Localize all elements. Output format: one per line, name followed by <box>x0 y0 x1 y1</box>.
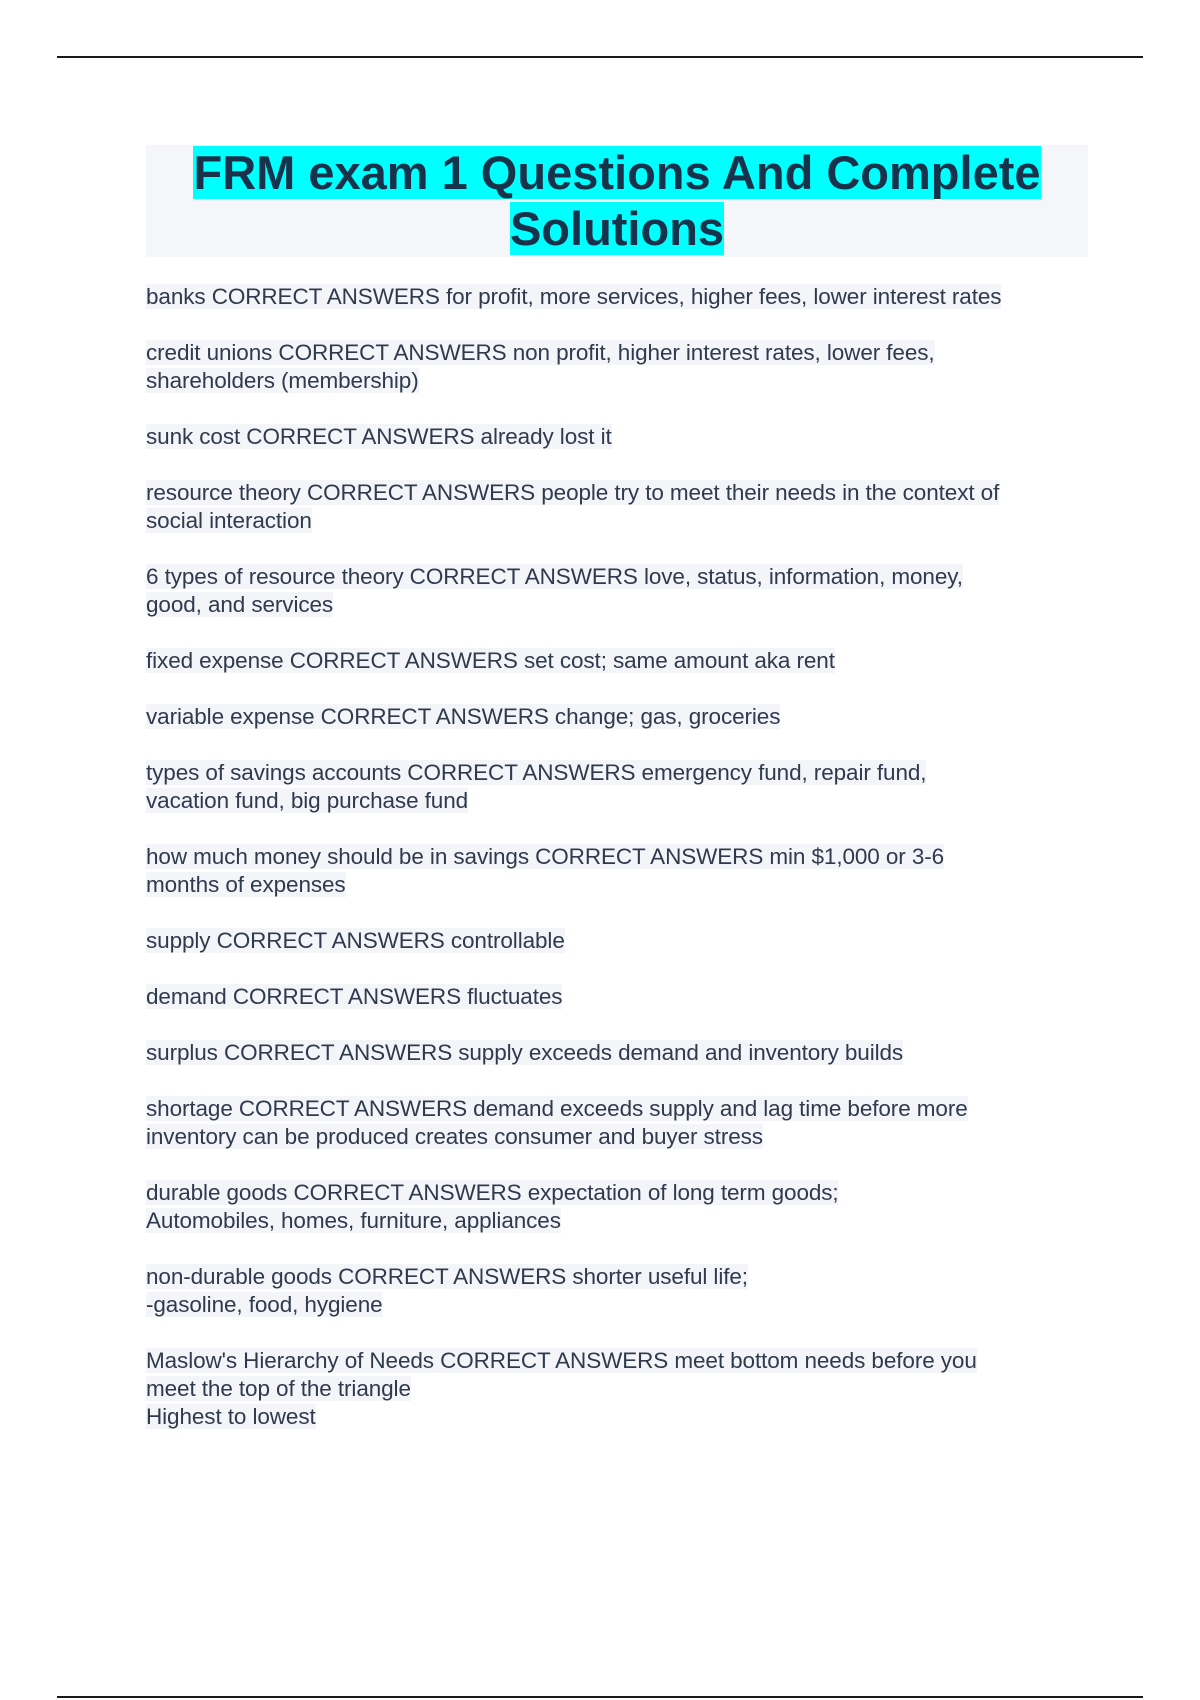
qa-entry-text: vacation fund, big purchase fund <box>146 788 469 813</box>
qa-entry <box>146 339 1096 395</box>
qa-entry-text: shortage CORRECT ANSWERS demand exceeds supply and lag time before more <box>146 1096 968 1121</box>
qa-entry-line <box>146 1207 1096 1235</box>
qa-entry-line <box>146 1095 1096 1123</box>
qa-entry-line <box>146 1403 1096 1431</box>
top-divider <box>57 56 1143 58</box>
qa-entry-line <box>146 703 1096 731</box>
qa-entry-line <box>146 1375 1096 1403</box>
qa-entry-text: supply CORRECT ANSWERS controllable <box>146 928 565 953</box>
document-title: FRM exam 1 Questions And Complete Solutions <box>193 146 1041 255</box>
qa-entry <box>146 563 1096 619</box>
qa-entry-line <box>146 591 1096 619</box>
qa-entry-line <box>146 1039 1096 1067</box>
qa-entry-text: banks CORRECT ANSWERS for profit, more services, higher fees, lower interest rates <box>146 284 1002 309</box>
qa-entry <box>146 1179 1096 1235</box>
qa-entry-line <box>146 647 1096 675</box>
qa-entry-line <box>146 423 1096 451</box>
qa-entry <box>146 1347 1096 1431</box>
qa-entry-text: Maslow's Hierarchy of Needs CORRECT ANSWERS meet bottom needs before you <box>146 1348 977 1373</box>
qa-entry-text: credit unions CORRECT ANSWERS non profit, higher interest rates, lower fees, <box>146 340 935 365</box>
qa-entry-text: demand CORRECT ANSWERS fluctuates <box>146 984 563 1009</box>
qa-entry-line <box>146 759 1096 787</box>
qa-entry <box>146 423 1096 451</box>
qa-entry-text: fixed expense CORRECT ANSWERS set cost; same amount aka rent <box>146 648 835 673</box>
qa-entry <box>146 1039 1096 1067</box>
qa-entry-line <box>146 1123 1096 1151</box>
qa-entry <box>146 479 1096 535</box>
qa-entry <box>146 927 1096 955</box>
document-title-heading <box>146 145 1088 257</box>
qa-list <box>146 283 1096 1459</box>
qa-entry <box>146 983 1096 1011</box>
qa-entry-text: Automobiles, homes, furniture, appliances <box>146 1208 561 1233</box>
qa-entry-line <box>146 983 1096 1011</box>
qa-entry-line <box>146 1263 1096 1291</box>
qa-entry <box>146 703 1096 731</box>
qa-entry-line <box>146 927 1096 955</box>
qa-entry-text: non-durable goods CORRECT ANSWERS shorter useful life; <box>146 1264 748 1289</box>
qa-entry-text: Highest to lowest <box>146 1404 316 1429</box>
qa-entry-text: good, and services <box>146 592 334 617</box>
qa-entry-text: shareholders (membership) <box>146 368 419 393</box>
qa-entry <box>146 1095 1096 1151</box>
qa-entry-line <box>146 787 1096 815</box>
qa-entry-line <box>146 283 1096 311</box>
qa-entry-line <box>146 1179 1096 1207</box>
qa-entry-text: resource theory CORRECT ANSWERS people try to meet their needs in the context of <box>146 480 1000 505</box>
bottom-divider <box>57 1696 1143 1698</box>
qa-entry-line <box>146 1291 1096 1319</box>
qa-entry-line <box>146 339 1096 367</box>
qa-entry-line <box>146 843 1096 871</box>
qa-entry-line <box>146 367 1096 395</box>
qa-entry-text: months of expenses <box>146 872 346 897</box>
qa-entry-text: -gasoline, food, hygiene <box>146 1292 383 1317</box>
qa-entry-text: meet the top of the triangle <box>146 1376 411 1401</box>
qa-entry-text: durable goods CORRECT ANSWERS expectation of long term goods; <box>146 1180 839 1205</box>
qa-entry-text: 6 types of resource theory CORRECT ANSWERS love, status, information, money, <box>146 564 963 589</box>
qa-entry-text: inventory can be produced creates consumer and buyer stress <box>146 1124 763 1149</box>
qa-entry-text: sunk cost CORRECT ANSWERS already lost it <box>146 424 612 449</box>
qa-entry <box>146 283 1096 311</box>
qa-entry <box>146 647 1096 675</box>
title-banner <box>146 145 1088 257</box>
qa-entry-text: variable expense CORRECT ANSWERS change; gas, groceries <box>146 704 781 729</box>
qa-entry-text: surplus CORRECT ANSWERS supply exceeds demand and inventory builds <box>146 1040 904 1065</box>
qa-entry-text: social interaction <box>146 508 312 533</box>
qa-entry-line <box>146 871 1096 899</box>
qa-entry <box>146 759 1096 815</box>
qa-entry <box>146 1263 1096 1319</box>
qa-entry-line <box>146 479 1096 507</box>
qa-entry-line <box>146 507 1096 535</box>
qa-entry-text: types of savings accounts CORRECT ANSWERS emergency fund, repair fund, <box>146 760 927 785</box>
qa-entry-line <box>146 563 1096 591</box>
qa-entry-text: how much money should be in savings CORRECT ANSWERS min $1,000 or 3-6 <box>146 844 945 869</box>
qa-entry-line <box>146 1347 1096 1375</box>
qa-entry <box>146 843 1096 899</box>
